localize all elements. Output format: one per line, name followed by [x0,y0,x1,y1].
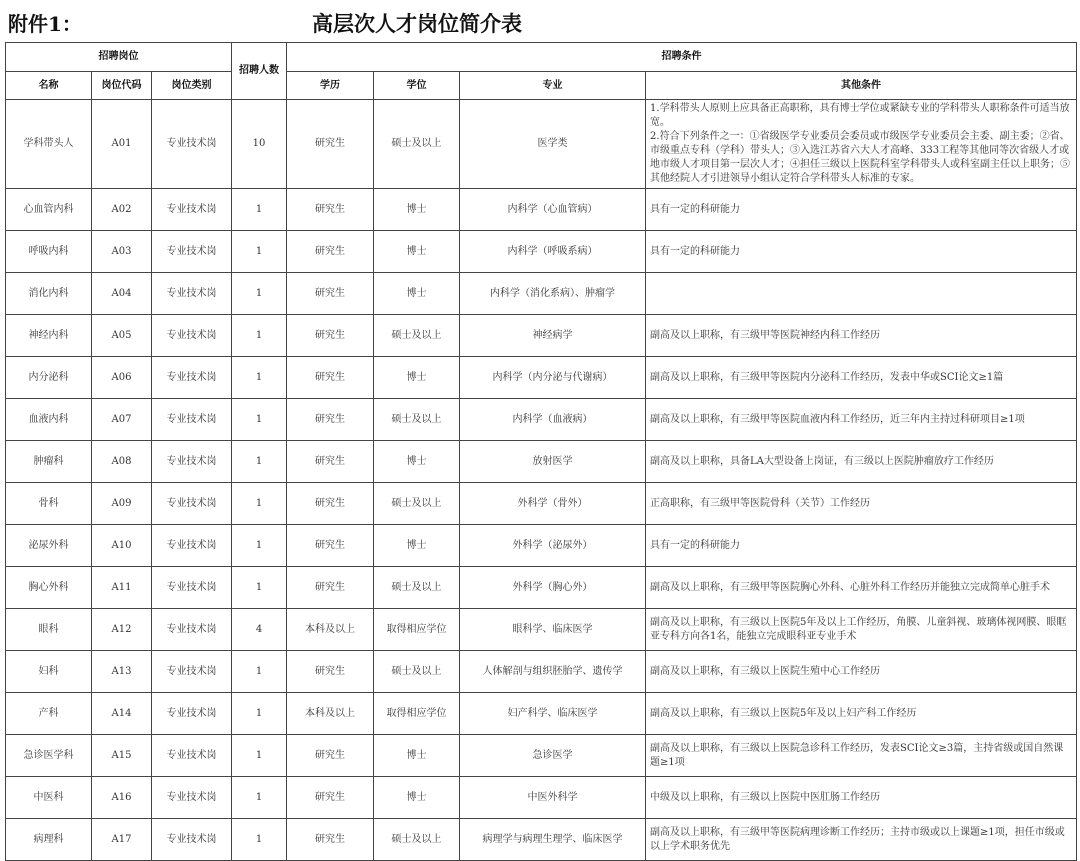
cell-code: A11 [92,567,152,609]
cell-name: 血液内科 [6,399,92,441]
cell-degree: 博士 [374,777,460,819]
cell-other: 具有一定的科研能力 [646,189,1077,231]
group-header-conditions: 招聘条件 [287,43,1077,72]
cell-code: A05 [92,315,152,357]
group-header-post: 招聘岗位 [6,43,232,72]
table-row [6,567,1077,609]
annex-label: 附件1： [8,12,82,36]
cell-code: A01 [92,100,152,189]
cell-degree: 取得相应学位 [374,609,460,651]
cell-degree: 博士 [374,357,460,399]
cell-name: 泌尿外科 [6,525,92,567]
table-row [6,399,1077,441]
col-header-code: 岗位代码 [92,72,152,100]
cell-major: 医学类 [460,100,646,189]
cell-count: 1 [232,819,287,861]
cell-name: 心血管内科 [6,189,92,231]
cell-type: 专业技术岗 [152,735,232,777]
cell-count: 4 [232,609,287,651]
cell-type: 专业技术岗 [152,273,232,315]
cell-name: 急诊医学科 [6,735,92,777]
cell-name: 妇科 [6,651,92,693]
cell-name: 中医科 [6,777,92,819]
cell-edu: 研究生 [287,525,374,567]
cell-type: 专业技术岗 [152,441,232,483]
cell-code: A07 [92,399,152,441]
table-row [6,315,1077,357]
cell-major: 内科学（血液病） [460,399,646,441]
cell-code: A16 [92,777,152,819]
cell-name: 内分泌科 [6,357,92,399]
cell-code: A12 [92,609,152,651]
cell-count: 1 [232,315,287,357]
cell-edu: 研究生 [287,777,374,819]
col-header-degree: 学位 [374,72,460,100]
cell-major: 人体解剖与组织胚胎学、遗传学 [460,651,646,693]
cell-degree: 博士 [374,189,460,231]
cell-edu: 研究生 [287,483,374,525]
cell-count: 1 [232,189,287,231]
cell-degree: 博士 [374,273,460,315]
cell-code: A09 [92,483,152,525]
cell-edu: 研究生 [287,357,374,399]
cell-other: 副高及以上职称，有三级甲等医院病理诊断工作经历；主持市级或以上课题≥1项，担任市级或以上学术职务优先 [646,819,1077,861]
cell-major: 外科学（泌尿外） [460,525,646,567]
cell-degree: 硕士及以上 [374,651,460,693]
cell-code: A06 [92,357,152,399]
table-body [6,100,1077,861]
cell-count: 1 [232,651,287,693]
col-header-name: 名称 [6,72,92,100]
cell-count: 1 [232,231,287,273]
cell-other: 副高及以上职称，有三级甲等医院内分泌科工作经历，发表中华或SCI论文≥1篇 [646,357,1077,399]
cell-count: 1 [232,693,287,735]
cell-type: 专业技术岗 [152,315,232,357]
cell-name: 学科带头人 [6,100,92,189]
cell-name: 眼科 [6,609,92,651]
cell-degree: 硕士及以上 [374,100,460,189]
cell-edu: 研究生 [287,651,374,693]
table-row [6,231,1077,273]
cell-major: 内科学（心血管病） [460,189,646,231]
positions-table [5,42,1077,861]
cell-code: A02 [92,189,152,231]
cell-code: A10 [92,525,152,567]
cell-edu: 研究生 [287,100,374,189]
cell-other: 副高及以上职称，有三级以上医院生殖中心工作经历 [646,651,1077,693]
cell-major: 内科学（消化系病）、肿瘤学 [460,273,646,315]
cell-name: 肿瘤科 [6,441,92,483]
cell-type: 专业技术岗 [152,357,232,399]
cell-major: 外科学（胸心外） [460,567,646,609]
cell-edu: 研究生 [287,567,374,609]
cell-other: 1.学科带头人原则上应具备正高职称，具有博士学位或紧缺专业的学科带头人职称条件可适当放宽。 2.符合下列条件之一：①省级医学专业委员会委员或市级医学专业委员会主委、副主委；②省、市级重点专科（学科）带头人；③入选江苏省六大人才高峰、333工程等其他同等次省级人才或地市级人才项目第一层次人才；④担任三级以上医院科室学科带头人或科室副主任以上职务；⑤其他经院人才引进领导小组认定符合学科带头人标准的专家。 [646,100,1077,189]
cell-edu: 研究生 [287,399,374,441]
cell-other: 副高及以上职称，有三级甲等医院神经内科工作经历 [646,315,1077,357]
cell-count: 1 [232,441,287,483]
cell-major: 外科学（骨外） [460,483,646,525]
cell-degree: 硕士及以上 [374,819,460,861]
cell-edu: 研究生 [287,735,374,777]
cell-major: 眼科学、临床医学 [460,609,646,651]
cell-edu: 研究生 [287,231,374,273]
cell-other: 具有一定的科研能力 [646,525,1077,567]
cell-code: A15 [92,735,152,777]
cell-type: 专业技术岗 [152,525,232,567]
cell-type: 专业技术岗 [152,231,232,273]
cell-type: 专业技术岗 [152,399,232,441]
cell-code: A17 [92,819,152,861]
page-header [0,0,1080,42]
cell-count: 1 [232,357,287,399]
cell-name: 产科 [6,693,92,735]
cell-other: 副高及以上职称，具备LA大型设备上岗证，有三级以上医院肿瘤放疗工作经历 [646,441,1077,483]
cell-degree: 博士 [374,735,460,777]
cell-type: 专业技术岗 [152,483,232,525]
table-row [6,777,1077,819]
cell-other: 正高职称，有三级甲等医院骨科（关节）工作经历 [646,483,1077,525]
cell-code: A04 [92,273,152,315]
cell-edu: 研究生 [287,315,374,357]
table-row [6,525,1077,567]
col-header-education: 学历 [287,72,374,100]
cell-degree: 硕士及以上 [374,399,460,441]
cell-type: 专业技术岗 [152,777,232,819]
cell-major: 急诊医学 [460,735,646,777]
table-row [6,651,1077,693]
cell-degree: 博士 [374,441,460,483]
cell-count: 1 [232,483,287,525]
cell-code: A03 [92,231,152,273]
table-row [6,357,1077,399]
cell-major: 放射医学 [460,441,646,483]
cell-other: 副高及以上职称，有三级以上医院5年及以上工作经历，角膜、儿童斜视、玻璃体视网膜、眼眶亚专科方向各1名，能独立完成眼科亚专业手术 [646,609,1077,651]
cell-count: 1 [232,735,287,777]
cell-degree: 硕士及以上 [374,483,460,525]
cell-code: A13 [92,651,152,693]
cell-name: 消化内科 [6,273,92,315]
cell-type: 专业技术岗 [152,567,232,609]
cell-edu: 研究生 [287,819,374,861]
cell-edu: 研究生 [287,441,374,483]
cell-degree: 博士 [374,231,460,273]
cell-name: 骨科 [6,483,92,525]
cell-degree: 硕士及以上 [374,567,460,609]
table-row [6,273,1077,315]
cell-other: 副高及以上职称，有三级以上医院急诊科工作经历，发表SCI论文≥3篇，主持省级或国自然课题≥1项 [646,735,1077,777]
cell-edu: 本科及以上 [287,693,374,735]
group-header-count: 招聘人数 [232,43,287,100]
cell-count: 1 [232,777,287,819]
cell-other [646,273,1077,315]
cell-type: 专业技术岗 [152,100,232,189]
table-row [6,441,1077,483]
cell-count: 1 [232,567,287,609]
table-row [6,609,1077,651]
page-title: 高层次人才岗位简介表 [312,11,522,36]
cell-degree: 博士 [374,525,460,567]
cell-type: 专业技术岗 [152,693,232,735]
cell-other: 具有一定的科研能力 [646,231,1077,273]
table-row [6,483,1077,525]
cell-count: 10 [232,100,287,189]
cell-type: 专业技术岗 [152,189,232,231]
table-row [6,693,1077,735]
cell-count: 1 [232,273,287,315]
cell-type: 专业技术岗 [152,609,232,651]
cell-major: 神经病学 [460,315,646,357]
table-row [6,735,1077,777]
col-header-other: 其他条件 [646,72,1077,100]
cell-edu: 本科及以上 [287,609,374,651]
cell-count: 1 [232,525,287,567]
cell-major: 病理学与病理生理学、临床医学 [460,819,646,861]
cell-name: 呼吸内科 [6,231,92,273]
cell-other: 副高及以上职称，有三级以上医院5年及以上妇产科工作经历 [646,693,1077,735]
cell-type: 专业技术岗 [152,819,232,861]
col-header-type: 岗位类别 [152,72,232,100]
table-row [6,189,1077,231]
cell-count: 1 [232,399,287,441]
cell-other: 中级及以上职称，有三级以上医院中医肛肠工作经历 [646,777,1077,819]
cell-major: 内科学（呼吸系病） [460,231,646,273]
cell-degree: 取得相应学位 [374,693,460,735]
cell-degree: 硕士及以上 [374,315,460,357]
cell-major: 中医外科学 [460,777,646,819]
cell-major: 妇产科学、临床医学 [460,693,646,735]
table-row [6,100,1077,189]
col-header-major: 专业 [460,72,646,100]
cell-type: 专业技术岗 [152,651,232,693]
cell-other: 副高及以上职称，有三级甲等医院血液内科工作经历，近三年内主持过科研项目≥1项 [646,399,1077,441]
cell-code: A08 [92,441,152,483]
cell-name: 病理科 [6,819,92,861]
cell-name: 神经内科 [6,315,92,357]
cell-major: 内科学（内分泌与代谢病） [460,357,646,399]
cell-other: 副高及以上职称，有三级甲等医院胸心外科、心脏外科工作经历并能独立完成简单心脏手术 [646,567,1077,609]
cell-code: A14 [92,693,152,735]
table-row [6,819,1077,861]
cell-edu: 研究生 [287,189,374,231]
cell-name: 胸心外科 [6,567,92,609]
cell-edu: 研究生 [287,273,374,315]
